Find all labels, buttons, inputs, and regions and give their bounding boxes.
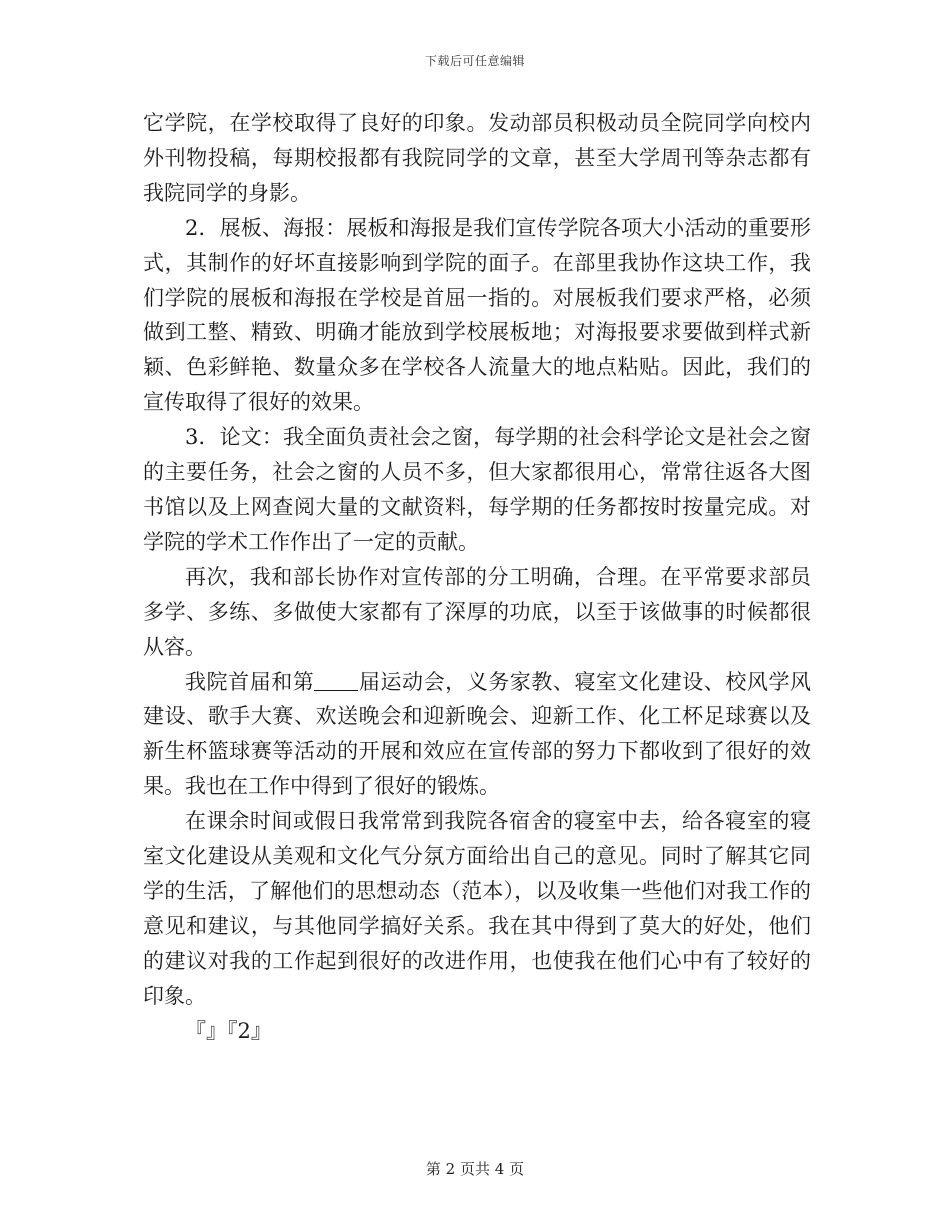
document-body — [143, 106, 811, 1048]
page-footer: 第 2 页共 4 页 — [425, 1160, 525, 1178]
activities-text-start: 我院首届和第 — [185, 669, 315, 694]
paragraph-activities — [143, 665, 811, 805]
paragraph-continued: 它学院，在学校取得了良好的印象。发动部员积极动员全院同学向校内外刊物投稿，每期校报都有我院同学的文章，甚至大学周刊等杂志都有我院同学的身影。 — [143, 111, 811, 205]
page-header: 下载后可任意编辑 — [424, 54, 525, 68]
paragraph-dormitory-visits: 在课余时间或假日我常常到我院各宿舍的寝室中去，给各寝室的寝室文化建设从美观和文化气分氛方面给出自己的意见。同时了解其它同学的生活，了解他们的思想动态（范本），以及收集一些他们对我工作的意见和建议，与其他同学搞好关系。我在其中得到了莫大的好处，他们的建议对我的工作起到很好的改进作用，也使我在他们心中有了较好的印象。 — [143, 809, 811, 1008]
paragraph-exhibition-posters: 2．展板、海报：展板和海报是我们宣传学院各项大小活动的重要形式，其制作的好坏直接影响到学院的面子。在部里我协作这块工作，我们学院的展板和海报在学校是首屈一指的。对展板我们要求严格，必须做到工整、精致、明确才能放到学校展板地；对海报要求要做到样式新颖、色彩鲜艳、数量众多在学校各人流量大的地点粘贴。因此，我们的宣传取得了很好的效果。 — [143, 215, 811, 415]
paragraph-papers: 3．论文：我全面负责社会之窗，每学期的社会科学论文是社会之窗的主要任务，社会之窗的人员不多，但大家都很用心，常常往返各大图书馆以及上网查阅大量的文献资料，每学期的任务都按时按量完成。对学院的学术工作作出了一定的贡献。 — [143, 425, 811, 554]
activities-text-end: 届运动会，义务家教、寝室文化建设、校风学风建设、歌手大赛、欢送晚会和迎新晚会、迎新工作、化工杯足球赛以及新生杯篮球赛等活动的开展和效应在宣传部的努力下都收到了很好的效果。我也在工作中得到了很好的锻炼。 — [143, 669, 812, 799]
fill-in-blank — [314, 670, 358, 691]
paragraph-section-markers: 『』『2』 — [185, 1018, 272, 1043]
paragraph-division-of-work: 再次，我和部长协作对宣传部的分工明确，合理。在平常要求部员多学、多练、多做使大家都有了深厚的功底，以至于该做事的时候都很从容。 — [143, 564, 811, 659]
